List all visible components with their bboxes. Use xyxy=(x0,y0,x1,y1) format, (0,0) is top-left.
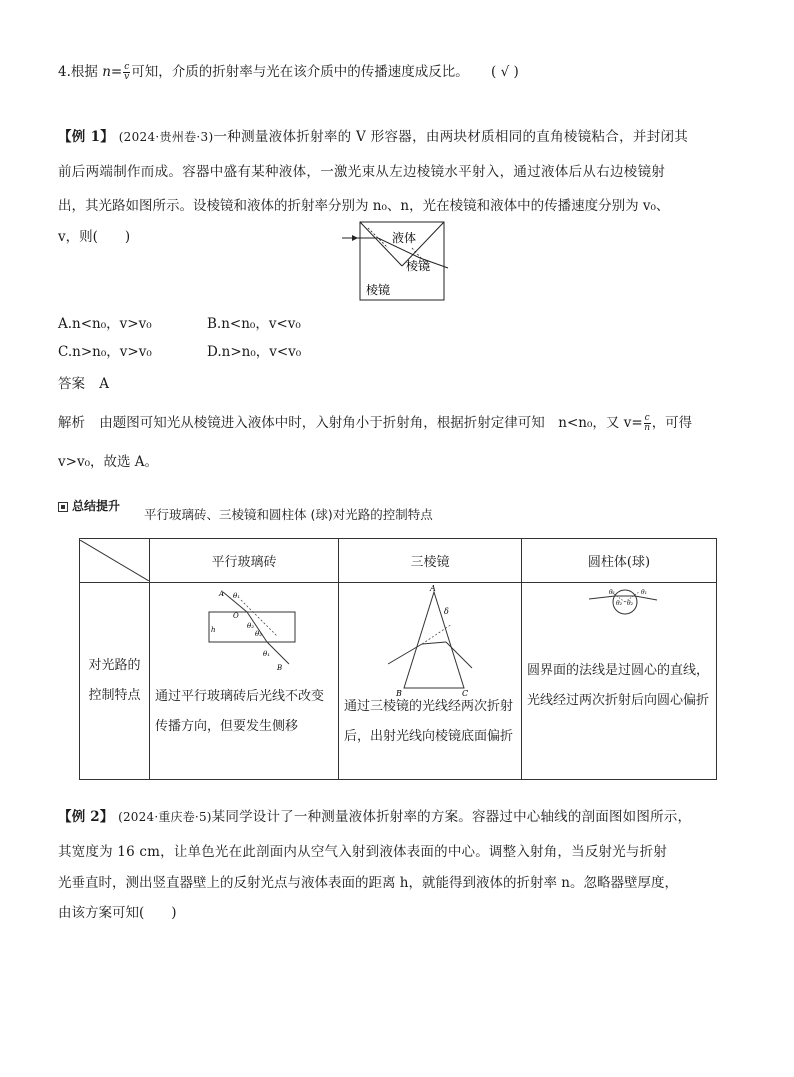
option-d: D.n>n₀，v<v₀ xyxy=(207,344,302,360)
arrow-icon xyxy=(352,235,358,241)
summary-title: 平行玻璃砖、三棱镜和圆柱体 (球)对光路的控制特点 xyxy=(144,507,433,522)
example2-line2: 其宽度为 16 cm，让单色光在此剖面内从空气入射到液体表面的中心。调整入射角，当反射光与折射 xyxy=(58,844,668,860)
table-header-row xyxy=(80,539,717,583)
example1-line3: 出，其光路如图所示。设棱镜和液体的折射率分别为 n₀、n，光在棱镜和液体中的传播速度分别为 v₀、 xyxy=(58,198,670,214)
table-row xyxy=(80,583,717,780)
header-cylinder: 圆柱体(球) xyxy=(522,539,717,583)
svg-text:θ₂: θ₂ xyxy=(247,622,255,630)
example2-line1: 【例 2】 (2024·重庆卷·5)某同学设计了一种测量液体折射率的方案。容器过中心轴线的剖面图如图所示， xyxy=(58,809,692,825)
svg-text:δ: δ xyxy=(444,607,449,616)
header-prism: 三棱镜 xyxy=(339,539,522,583)
option-b: B.n<n₀，v<v₀ xyxy=(207,316,301,332)
svg-text:θ₂: θ₂ xyxy=(616,600,623,607)
example1-line2: 前后两端制作而成。容器中盛有某种液体，一激光束从左边棱镜水平射入，通过液体后从右边棱镜射 xyxy=(58,164,666,180)
summary-icon xyxy=(58,502,68,512)
svg-text:θ₁: θ₁ xyxy=(609,589,616,596)
cell-cylinder: θ₁ θ₂ θ₂ θ₁ 圆界面的法线是过圆心的直线，光线经过两次折射后向圆心偏折 xyxy=(522,583,717,780)
svg-text:A: A xyxy=(430,584,436,593)
label-liquid: 液体 xyxy=(392,231,417,245)
label-left-prism: 棱镜 xyxy=(366,283,391,297)
fraction-c-over-n: $\frac{c}{n}$ xyxy=(644,413,651,433)
slab-diagram xyxy=(151,584,337,684)
example1-line1: 【例 1】 (2024·贵州卷·3)一种测量液体折射率的 V 形容器，由两块材质相同的直角棱镜粘合，并封闭其 xyxy=(58,129,689,145)
svg-text:B: B xyxy=(396,689,402,698)
check-mark: ( √ ) xyxy=(491,64,519,80)
row-label: 对光路的 控制特点 xyxy=(80,583,150,780)
label-right-prism: 棱镜 xyxy=(406,259,431,273)
cell-prism: A δ B C 通过三棱镜的光线经两次折射后，出射光线向棱镜底面偏折 xyxy=(339,583,522,780)
circle-diagram xyxy=(523,584,715,652)
example2-line3: 光垂直时，测出竖直器壁上的反射光点与液体表面的距离 h，就能得到液体的折射率 n。忽略器壁厚度， xyxy=(58,875,678,891)
analysis-line1: 解析 由题图可知光从棱镜进入液体中时，入射角小于折射角，根据折射定律可知 n<n₀，又 v= $\frac{c}{n}$ ，可得 xyxy=(58,413,693,433)
option-c: C.n>n₀，v>v₀ xyxy=(58,344,152,360)
cell-slab: A θ₁ O θ₂ h θ₂ θ₁ B 通过平行玻璃砖后光线不改变传播方向，但要发生侧移 xyxy=(150,583,339,780)
v-container-figure xyxy=(340,218,460,303)
summary-header: 总结提升 xyxy=(58,496,120,516)
svg-text:θ₁: θ₁ xyxy=(233,592,241,600)
comparison-table xyxy=(79,538,717,780)
prism-diagram xyxy=(340,584,520,700)
svg-text:θ₂: θ₂ xyxy=(255,630,263,638)
svg-text:O: O xyxy=(233,612,239,620)
example2-line4: 由该方案可知( ) xyxy=(58,905,177,921)
svg-text:A: A xyxy=(219,590,225,598)
svg-text:θ₂: θ₂ xyxy=(627,600,634,607)
svg-text:h: h xyxy=(211,626,216,634)
option-a: A.n<n₀，v>v₀ xyxy=(58,316,152,332)
diagonal-header-cell xyxy=(80,539,150,583)
answer: 答案 A xyxy=(58,376,110,392)
svg-text:C: C xyxy=(462,689,469,698)
analysis-line2: v>v₀，故选 A。 xyxy=(58,454,159,470)
fraction-c-over-v: $\frac{c}{v}$ xyxy=(124,62,130,82)
example1-line4: v，则( ) xyxy=(58,229,131,245)
header-slab: 平行玻璃砖 xyxy=(150,539,339,583)
item4-statement: 4.根据 n= $\frac{c}{v}$ 可知，介质的折射率与光在该介质中的传播速度成反比。 ( √ ) xyxy=(58,62,519,82)
svg-text:θ₁: θ₁ xyxy=(641,589,648,596)
svg-text:B: B xyxy=(277,664,283,672)
svg-text:θ₁: θ₁ xyxy=(263,650,271,658)
diagonal-line xyxy=(80,540,149,581)
